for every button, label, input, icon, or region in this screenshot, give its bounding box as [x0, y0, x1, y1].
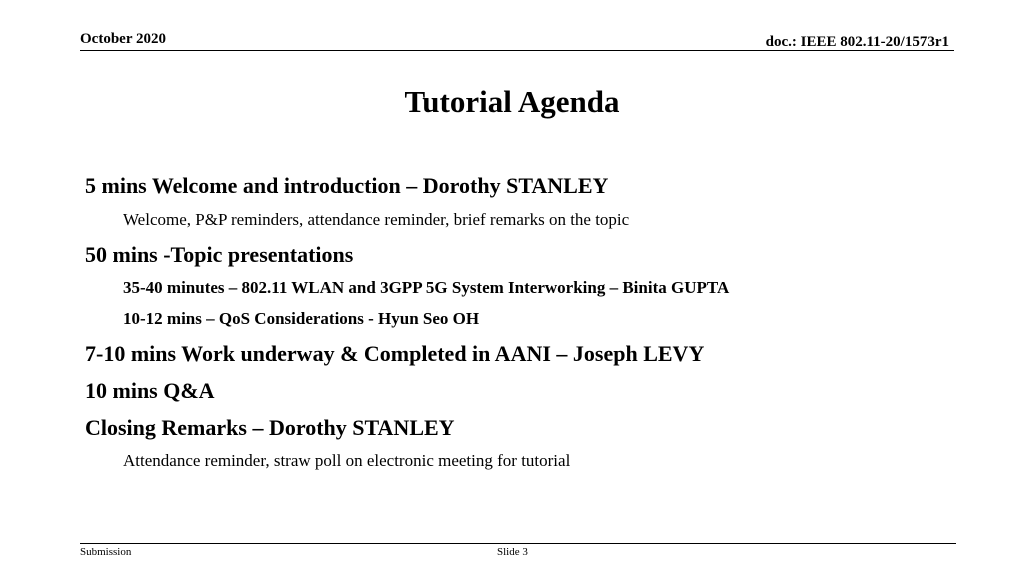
footer-divider [80, 543, 956, 544]
agenda-item-closing-remarks: Closing Remarks – Dorothy STANLEY [85, 415, 455, 440]
header-divider [80, 50, 954, 51]
footer-slide-number: Slide 3 [497, 546, 528, 558]
agenda-item-aani-work: 7-10 mins Work underway & Completed in AANI – Joseph LEVY [85, 341, 705, 366]
agenda-item-topic-presentations: 50 mins -Topic presentations [85, 242, 354, 267]
footer-submission: Submission [80, 546, 132, 558]
agenda-subitem-closing-details: Attendance reminder, straw poll on electronic meeting for tutorial [123, 451, 571, 470]
agenda-item-qa: 10 mins Q&A [85, 378, 215, 403]
agenda-subitem-qos-considerations: 10-12 mins – QoS Considerations - Hyun Seo OH [123, 309, 480, 328]
header-doc-id: doc.: IEEE 802.11-20/1573r1 [765, 34, 949, 50]
agenda-subitem-wlan-5g-interworking: 35-40 minutes – 802.11 WLAN and 3GPP 5G System Interworking – Binita GUPTA [123, 278, 730, 297]
slide-title: Tutorial Agenda [404, 84, 620, 119]
header-date: October 2020 [80, 31, 166, 47]
agenda-subitem-welcome-details: Welcome, P&P reminders, attendance reminder, brief remarks on the topic [123, 210, 630, 229]
agenda-item-welcome: 5 mins Welcome and introduction – Dorothy STANLEY [85, 173, 609, 198]
